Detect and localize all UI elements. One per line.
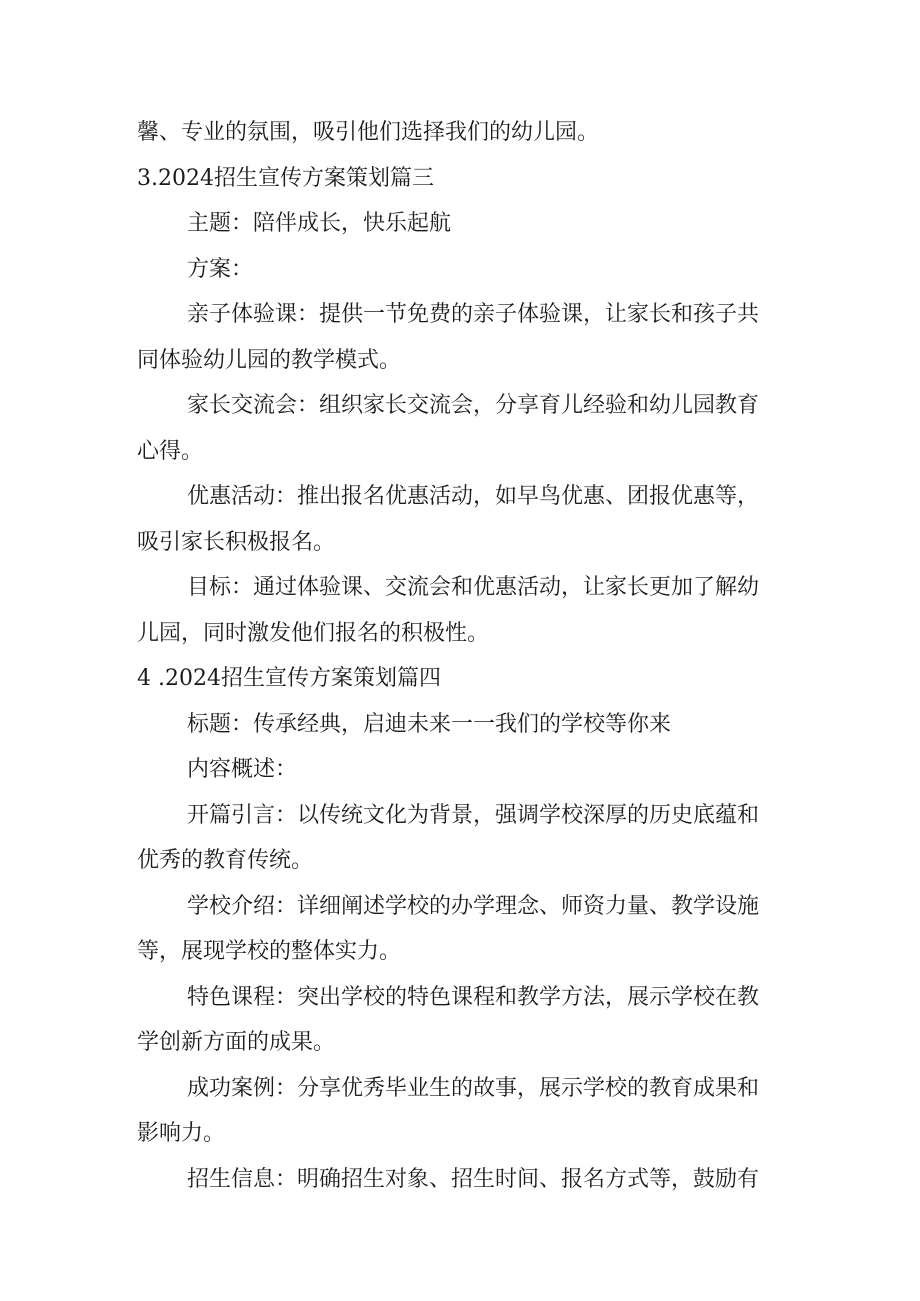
paragraph-line: 招生信息：明确招生对象、招生时间、报名方式等，鼓励有: [187, 1166, 760, 1192]
paragraph-line: 吸引家长积极报名。: [137, 529, 336, 555]
paragraph-line: 开篇引言：以传统文化为背景，强调学校深厚的历史底蕴和: [187, 802, 760, 828]
paragraph-line: 同体验幼儿园的教学模式。: [137, 347, 402, 373]
paragraph-line: 亲子体验课：提供一节免费的亲子体验课，让家长和孩子共: [187, 302, 760, 327]
paragraph-line: 成功案例：分享优秀毕业生的故事，展示学校的教育成果和: [187, 1075, 760, 1101]
paragraph-line: 优惠活动：推出报名优惠活动，如早鸟优惠、团报优惠等，: [187, 484, 760, 509]
section-heading-4: 4 .2024招生宣传方案策划篇四: [137, 666, 441, 691]
paragraph-line: 等，展现学校的整体实力。: [137, 939, 402, 964]
paragraph-line: 学校介绍：详细阐述学校的办学理念、师资力量、教学设施: [187, 893, 760, 919]
paragraph-line: 影响力。: [137, 1121, 226, 1146]
paragraph-line: 标题：传承经典，启迪未来一一我们的学校等你来: [187, 711, 672, 737]
paragraph-line: 优秀的教育传统。: [137, 848, 314, 873]
paragraph-line: 家长交流会：组织家长交流会，分享育儿经验和幼儿园教育: [187, 393, 760, 418]
paragraph-line: 学创新方面的成果。: [137, 1030, 336, 1055]
paragraph-line: 特色课程：突出学校的特色课程和教学方法，展示学校在教: [187, 984, 760, 1010]
paragraph-line: 方案：: [187, 256, 254, 282]
paragraph-line: 目标：通过体验课、交流会和优惠活动，让家长更加了解幼: [187, 575, 760, 600]
paragraph-line: 馨、专业的氛围，吸引他们选择我们的幼儿园。: [137, 120, 600, 145]
paragraph-line: 主题：陪伴成长，快乐起航: [187, 211, 452, 236]
section-heading-3: 3.2024招生宣传方案策划篇三: [137, 165, 434, 191]
paragraph-line: 儿园，同时激发他们报名的积极性。: [137, 620, 490, 646]
paragraph-line: 心得。: [137, 438, 204, 464]
document-body: [137, 110, 785, 1202]
paragraph-line: 内容概述：: [187, 757, 298, 782]
